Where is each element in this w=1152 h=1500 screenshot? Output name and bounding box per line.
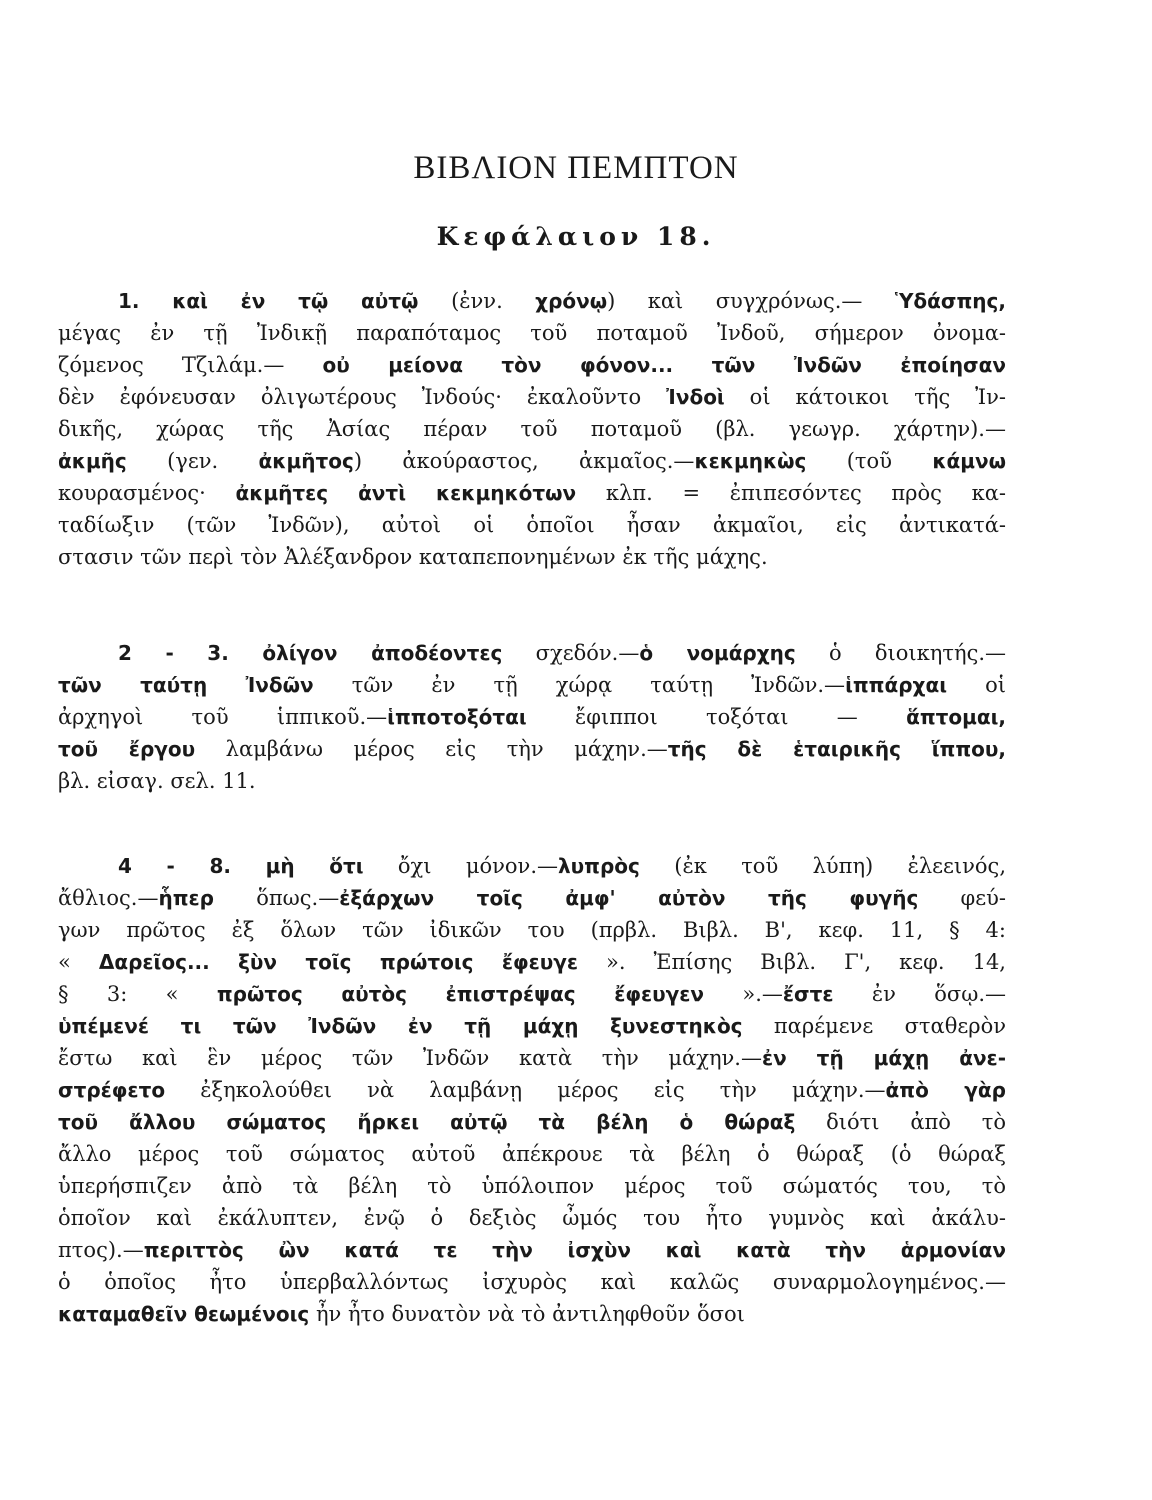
text-line [58,1266,1006,1298]
text-line [58,978,1006,1010]
text-line [58,733,1006,765]
text-line [58,413,1006,445]
bold-term: λυπρὸς [558,854,640,878]
text-run: ἄθλιος.— [58,886,159,910]
text-run: δικῆς, χώρας τῆς Ἀσίας πέραν τοῦ ποταμοῦ (βλ. γεωγρ. χάρτην).— [58,417,1006,441]
paragraph-sections-4-8 [58,850,1006,1330]
text-line [58,1042,1006,1074]
text-line [58,882,1006,914]
text-line [58,1234,1006,1266]
text-run: ἔστω καὶ ἓν μέρος τῶν Ἰνδῶν κατὰ τὴν μάχην.— [58,1046,762,1070]
text-run: ὑπερήσπιζεν ἀπὸ τὰ βέλη τὸ ὑπόλοιπον μέρος τοῦ σώματός του, τὸ [58,1174,1006,1198]
text-line [58,1138,1006,1170]
text-run: ἀρχηγοὶ τοῦ ἱππικοῦ.— [58,705,388,729]
text-line [58,765,1006,797]
text-run: ἦν ἦτο δυνατὸν νὰ τὸ ἀντιληφθοῦν ὅσοι [309,1302,745,1326]
text-run: ὁ διοικητής.— [795,641,1006,665]
text-line [58,669,1006,701]
text-run: § 3: « [58,982,217,1006]
bold-term: τῆς δὲ ἑταιρικῆς ἵππου, [667,737,1006,761]
text-run: στασιν τῶν περὶ τὸν Ἀλέξανδρον καταπεπονημένων ἐκ τῆς μάχης. [58,545,768,569]
text-run: βλ. εἰσαγ. σελ. 11. [58,769,256,793]
text-run: ὅπως.— [213,886,340,910]
bold-term: ὑπέμενέ τι τῶν Ἰνδῶν ἐν τῇ μάχῃ ξυνεστηκὸς [58,1014,743,1038]
text-line [58,637,1006,669]
text-run: ἐν ὅσῳ.— [833,982,1006,1006]
text-run: (τοῦ [806,449,933,473]
text-line [58,1010,1006,1042]
text-line [58,850,1006,882]
text-run: ». Ἐπίσης Βιβλ. Γ', κεφ. 14, [578,950,1006,974]
text-line [58,509,1006,541]
text-line [58,1202,1006,1234]
text-line [58,914,1006,946]
text-run: διότι ἀπὸ τὸ [795,1110,1006,1134]
text-run: ταδίωξιν (τῶν Ἰνδῶν), αὐτοὶ οἱ ὁποῖοι ἦσαν ἀκμαῖοι, εἰς ἀντικατά- [58,513,1006,537]
text-run: παρέμενε σταθερὸν [742,1014,1006,1038]
bold-term: στρέφετο [58,1078,166,1102]
bold-term: 4 - 8. μὴ ὅτι [118,854,364,878]
bold-term: Ἰνδοὶ [666,385,725,409]
text-line [58,285,1006,317]
bold-term: τοῦ ἄλλου σώματος ἤρκει αὐτῷ τὰ βέλη ὁ θώραξ [58,1110,796,1134]
text-line [58,1298,1006,1330]
bold-term: Δαρεῖος... ξὺν τοῖς πρώτοις ἔφευγε [98,950,578,974]
text-run: τῶν ἐν τῇ χώρᾳ ταύτῃ Ἰνδῶν.— [313,673,846,697]
text-run: λαμβάνω μέρος εἰς τὴν μάχην.— [195,737,668,761]
bold-term: ἔστε [782,982,834,1006]
text-line [58,349,1006,381]
text-run: ) ἀκούραστος, ἀκμαῖος.— [353,449,695,473]
bold-term: ἐξάρχων τοῖς ἀμφ' αὐτὸν τῆς φυγῆς [339,886,919,910]
text-run: δὲν ἐφόνευσαν ὀλιγωτέρους Ἰνδούς· ἐκαλοῦντο [58,385,667,409]
text-run: ζόμενος Τζιλάμ.— [58,353,323,377]
paragraph-sections-2-3 [58,637,1006,797]
bold-term: 1. καὶ ἐν τῷ αὐτῷ [118,289,452,313]
text-run: οἱ κάτοικοι τῆς Ἰν- [724,385,1006,409]
bold-term: καταμαθεῖν θεωμένοις [58,1302,310,1326]
paragraph-section-1 [58,285,1006,573]
text-line [58,381,1006,413]
text-run: « [58,950,99,974]
bold-term: οὐ μείονα τὸν φόνον... τῶν Ἰνδῶν ἐποίησαν [322,353,1006,377]
bold-term: ἱπποτοξόται [387,705,527,729]
text-run: ἐξηκολούθει νὰ λαμβάνῃ μέρος εἰς τὴν μάχην.— [165,1078,886,1102]
bold-term: κάμνω [932,449,1006,473]
text-run: ἄλλο μέρος τοῦ σώματος αὐτοῦ ἀπέκρουε τὰ βέλη ὁ θώραξ (ὁ θώραξ [58,1142,1006,1166]
text-run: ) καὶ συγχρόνως.— [607,289,895,313]
text-run: ὁποῖον καὶ ἐκάλυπτεν, ἐνῷ ὁ δεξιὸς ὦμός του ἦτο γυμνὸς καὶ ἀκάλυ- [58,1206,1006,1230]
bold-term: ἀπὸ γὰρ [885,1078,1006,1102]
text-run: μέγας ἐν τῇ Ἰνδικῇ παραπόταμος τοῦ ποταμοῦ Ἰνδοῦ, σήμερον ὀνομα- [58,321,1006,345]
bold-term: τῶν ταύτῃ Ἰνδῶν [58,673,314,697]
text-run: σχεδόν.— [502,641,640,665]
text-line [58,1074,1006,1106]
text-line [58,541,1006,573]
text-line [58,1170,1006,1202]
text-run: ὁ ὁποῖος ἦτο ὑπερβαλλόντως ἰσχυρὸς καὶ καλῶς συναρμολογημένος.— [58,1270,1006,1294]
bold-term: ὁ νομάρχης [639,641,796,665]
text-run: (ἐνν. [451,289,536,313]
book-title: ΒΙΒΛΙΟΝ ΠΕΜΠΤΟΝ [413,150,739,186]
text-run: πτος).— [58,1238,144,1262]
bold-term: χρόνῳ [535,289,608,313]
text-run: ἔφιπποι τοξόται — [526,705,907,729]
text-run: φεύ- [918,886,1006,910]
text-run: κλπ. = ἐπιπεσόντες πρὸς κα- [576,481,1006,505]
text-line [58,477,1006,509]
bold-term: ἅπτομαι, [906,705,1006,729]
text-run: (γεν. [126,449,259,473]
text-line [58,1106,1006,1138]
text-run: ».— [704,982,783,1006]
bold-term: περιττὸς ὢν κατά τε τὴν ἰσχὺν καὶ κατὰ τὴν ἁρμονίαν [143,1238,1006,1262]
bold-term: ἀκμῆτος [258,449,354,473]
bold-term: ἀκμῆτες ἀντὶ κεκμηκότων [235,481,577,505]
bold-term: πρῶτος αὐτὸς ἐπιστρέψας ἔφευγεν [216,982,705,1006]
text-line [58,946,1006,978]
bold-term: ἀκμῆς [58,449,127,473]
bold-term: κεκμηκὼς [694,449,807,473]
bold-term: 2 - 3. ὀλίγον ἀποδέοντες [118,641,503,665]
bold-term: ἱππάρχαι [845,673,947,697]
bold-term: ἐν τῇ μάχῃ ἀνε- [761,1046,1006,1070]
text-run: (ἐκ τοῦ λύπη) ἐλεεινός, [639,854,1006,878]
text-run: γων πρῶτος ἐξ ὅλων τῶν ἰδικῶν του (πρβλ. Βιβλ. Β', κεφ. 11, § 4: [58,918,1006,942]
text-run: ὄχι μόνον.— [363,854,558,878]
chapter-title: Κεφάλαιον 18. [436,222,716,251]
text-line [58,317,1006,349]
bold-term: Ὑδάσπης, [894,289,1006,313]
text-run: κουρασμένος· [58,481,236,505]
text-line [58,701,1006,733]
bold-term: ἧπερ [158,886,214,910]
text-line [58,445,1006,477]
text-run: οἱ [947,673,1006,697]
bold-term: τοῦ ἔργου [58,737,196,761]
